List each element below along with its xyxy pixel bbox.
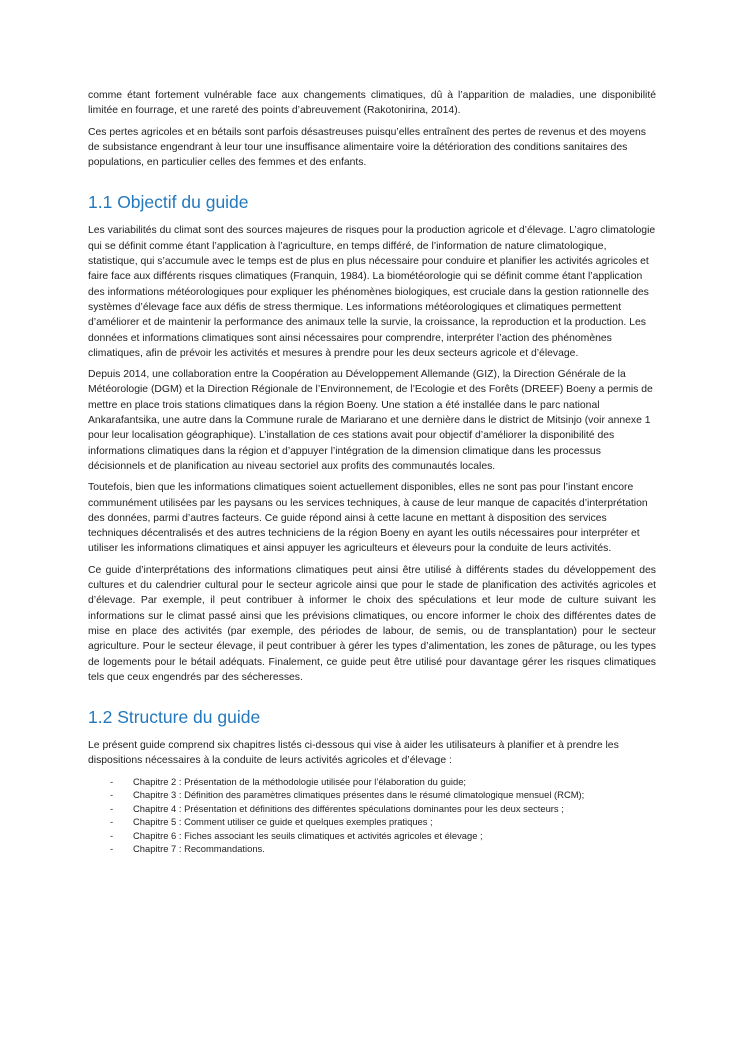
- list-item: [88, 842, 656, 856]
- objectif-paragraph-1: Les variabilités du climat sont des sources majeures de risques pour la production agricole et d’élevage. L’agro climatologie qui se définit comme étant l’application à l’agriculture, en temps différé, de l’information de nature climatologique, statistique, qui s’accumule avec le temps est de plus en plus nécessaire pour conduire et planifier les activités agricoles et faire face aux différents risques climatiques (Franquin, 1984). La biométéorologie qui se définit comme étant l’application des informations météorologiques pour expliquer les phénomènes biologiques, est cruciale dans la gestion rationnelle des systèmes d’élevage face aux défis de stress thermique. Les informations météorologiques et climatiques permettent d’améliorer et de maintenir la performance des animaux telle la survie, la croissance, la reproduction et la production. Les données et informations climatiques sont ainsi nécessaires pour comprendre, interpréter l’action des phénomènes climatiques, afin de prévoir les activités et mesures à prendre pour les deux secteurs agricole et d’élevage.: [88, 225, 656, 359]
- document-page: [88, 88, 656, 856]
- structure-intro-paragraph: Le présent guide comprend six chapitres listés ci-dessous qui vise à aider les utilisateurs à planifier et à prendre les dispositions nécessaires à la conduite de leurs activités agricoles et d’élevage :: [88, 740, 619, 767]
- objectif-paragraph-4: Ce guide d’interprétations des informations climatiques peut ainsi être utilisé à différents stades du développement des cultures et du calendrier cultural pour le secteur agricole ainsi que pour le stade de planification des activités agricoles et d’élevage. Par exemple, il peut contribuer à informer le choix des spéculations et leur mode de culture suivant les informations sur le climat passé ainsi que les prévisions climatiques, ou encore informer le choix des différentes dates de mise en place des activités (par exemple, des périodes de labour, de semis, ou de transplantation) pour le secteur agriculture. Pour le secteur élevage, il peut contribuer à gérer les types d’alimentation, les zones de pâturage, ou les types de logements pour le bétail adéquats. Finalement, ce guide peut être utilisé pour davantage gérer les risques climatiques tels que ceux engendrés par des sécheresses.: [88, 564, 656, 683]
- intro-paragraph-1: comme étant fortement vulnérable face aux changements climatiques, dû à l’apparition de maladies, une disponibilité limitée en fourrage, et une rareté des points d’abreuvement (Rakotonirina, 2014).: [88, 90, 656, 117]
- list-item-text: Chapitre 7 : Recommandations.: [133, 843, 265, 855]
- list-item: [88, 829, 656, 843]
- bullet-dash: -: [110, 816, 114, 828]
- list-item-text: Chapitre 4 : Présentation et définitions des différentes spéculations dominantes pour les deux secteurs ;: [133, 802, 564, 814]
- bullet-dash: -: [110, 843, 114, 855]
- bullet-dash: -: [110, 789, 114, 801]
- intro-paragraph-2: Ces pertes agricoles et en bétails sont parfois désastreuses puisqu’elles entraînent des pertes de revenus et des moyens de subsistance engendrant à leur tour une insuffisance alimentaire voire la détérioration des conditions sanitaires des populations, en particulier celles des femmes et des enfants.: [88, 126, 646, 169]
- objectif-paragraph-3: Toutefois, bien que les informations climatiques soient actuellement disponibles, elles ne sont pas pour l’instant encore communément utilisées par les paysans ou les services techniques, à cause de leur manque de capacités d’interprétation des données, parmi d’autres facteurs. Ce guide répond ainsi à cette lacune en mettant à disposition des services techniques décentralisés et des autres techniciens de la région Boeny en ayant les outils nécessaires pour interpréter et utiliser les informations climatiques et ainsi appuyer les agriculteurs et éleveurs pour la conduite de leurs activités.: [88, 482, 648, 555]
- section-heading-objectif: 1.1 Objectif du guide: [88, 192, 249, 213]
- section-heading-structure: 1.2 Structure du guide: [88, 707, 261, 728]
- objectif-paragraph-2: Depuis 2014, une collaboration entre la Coopération au Développement Allemande (GIZ), la Direction Générale de la Météorologie (DGM) et la Direction Régionale de l’Environnement, de l’Ecologie et des Forêts (DREEF) Boeny a permis de mettre en place trois stations climatiques dans la région Boeny. Une station a été installée dans le parc national Ankarafantsika, une autre dans la Commune rurale de Mariarano et une dernière dans le district de Mitsinjo (voir annexe 1 pour leur localisation géographique). L’installation de ces stations avait pour objectif d’améliorer la disponibilité des informations climatiques dans la région et d’appuyer l’intégration de la dimension climatique dans les processus décisionnels et de planification au niveau sectoriel aux profits des communautés locales.: [88, 369, 653, 472]
- bullet-dash: -: [110, 802, 114, 814]
- list-item: [88, 815, 656, 829]
- chapter-list: [88, 775, 656, 856]
- list-item-text: Chapitre 2 : Présentation de la méthodologie utilisée pour l’élaboration du guide;: [133, 775, 467, 787]
- list-item: [88, 775, 656, 789]
- list-item-text: Chapitre 5 : Comment utiliser ce guide et quelques exemples pratiques ;: [133, 816, 433, 828]
- bullet-dash: -: [110, 775, 114, 787]
- list-item: [88, 788, 656, 802]
- list-item-text: Chapitre 3 : Définition des paramètres climatiques présentes dans le résumé climatologique mensuel (RCM);: [133, 789, 585, 801]
- list-item: [88, 802, 656, 816]
- list-item-text: Chapitre 6 : Fiches associant les seuils climatiques et activités agricoles et élevage ;: [133, 829, 483, 841]
- bullet-dash: -: [110, 829, 114, 841]
